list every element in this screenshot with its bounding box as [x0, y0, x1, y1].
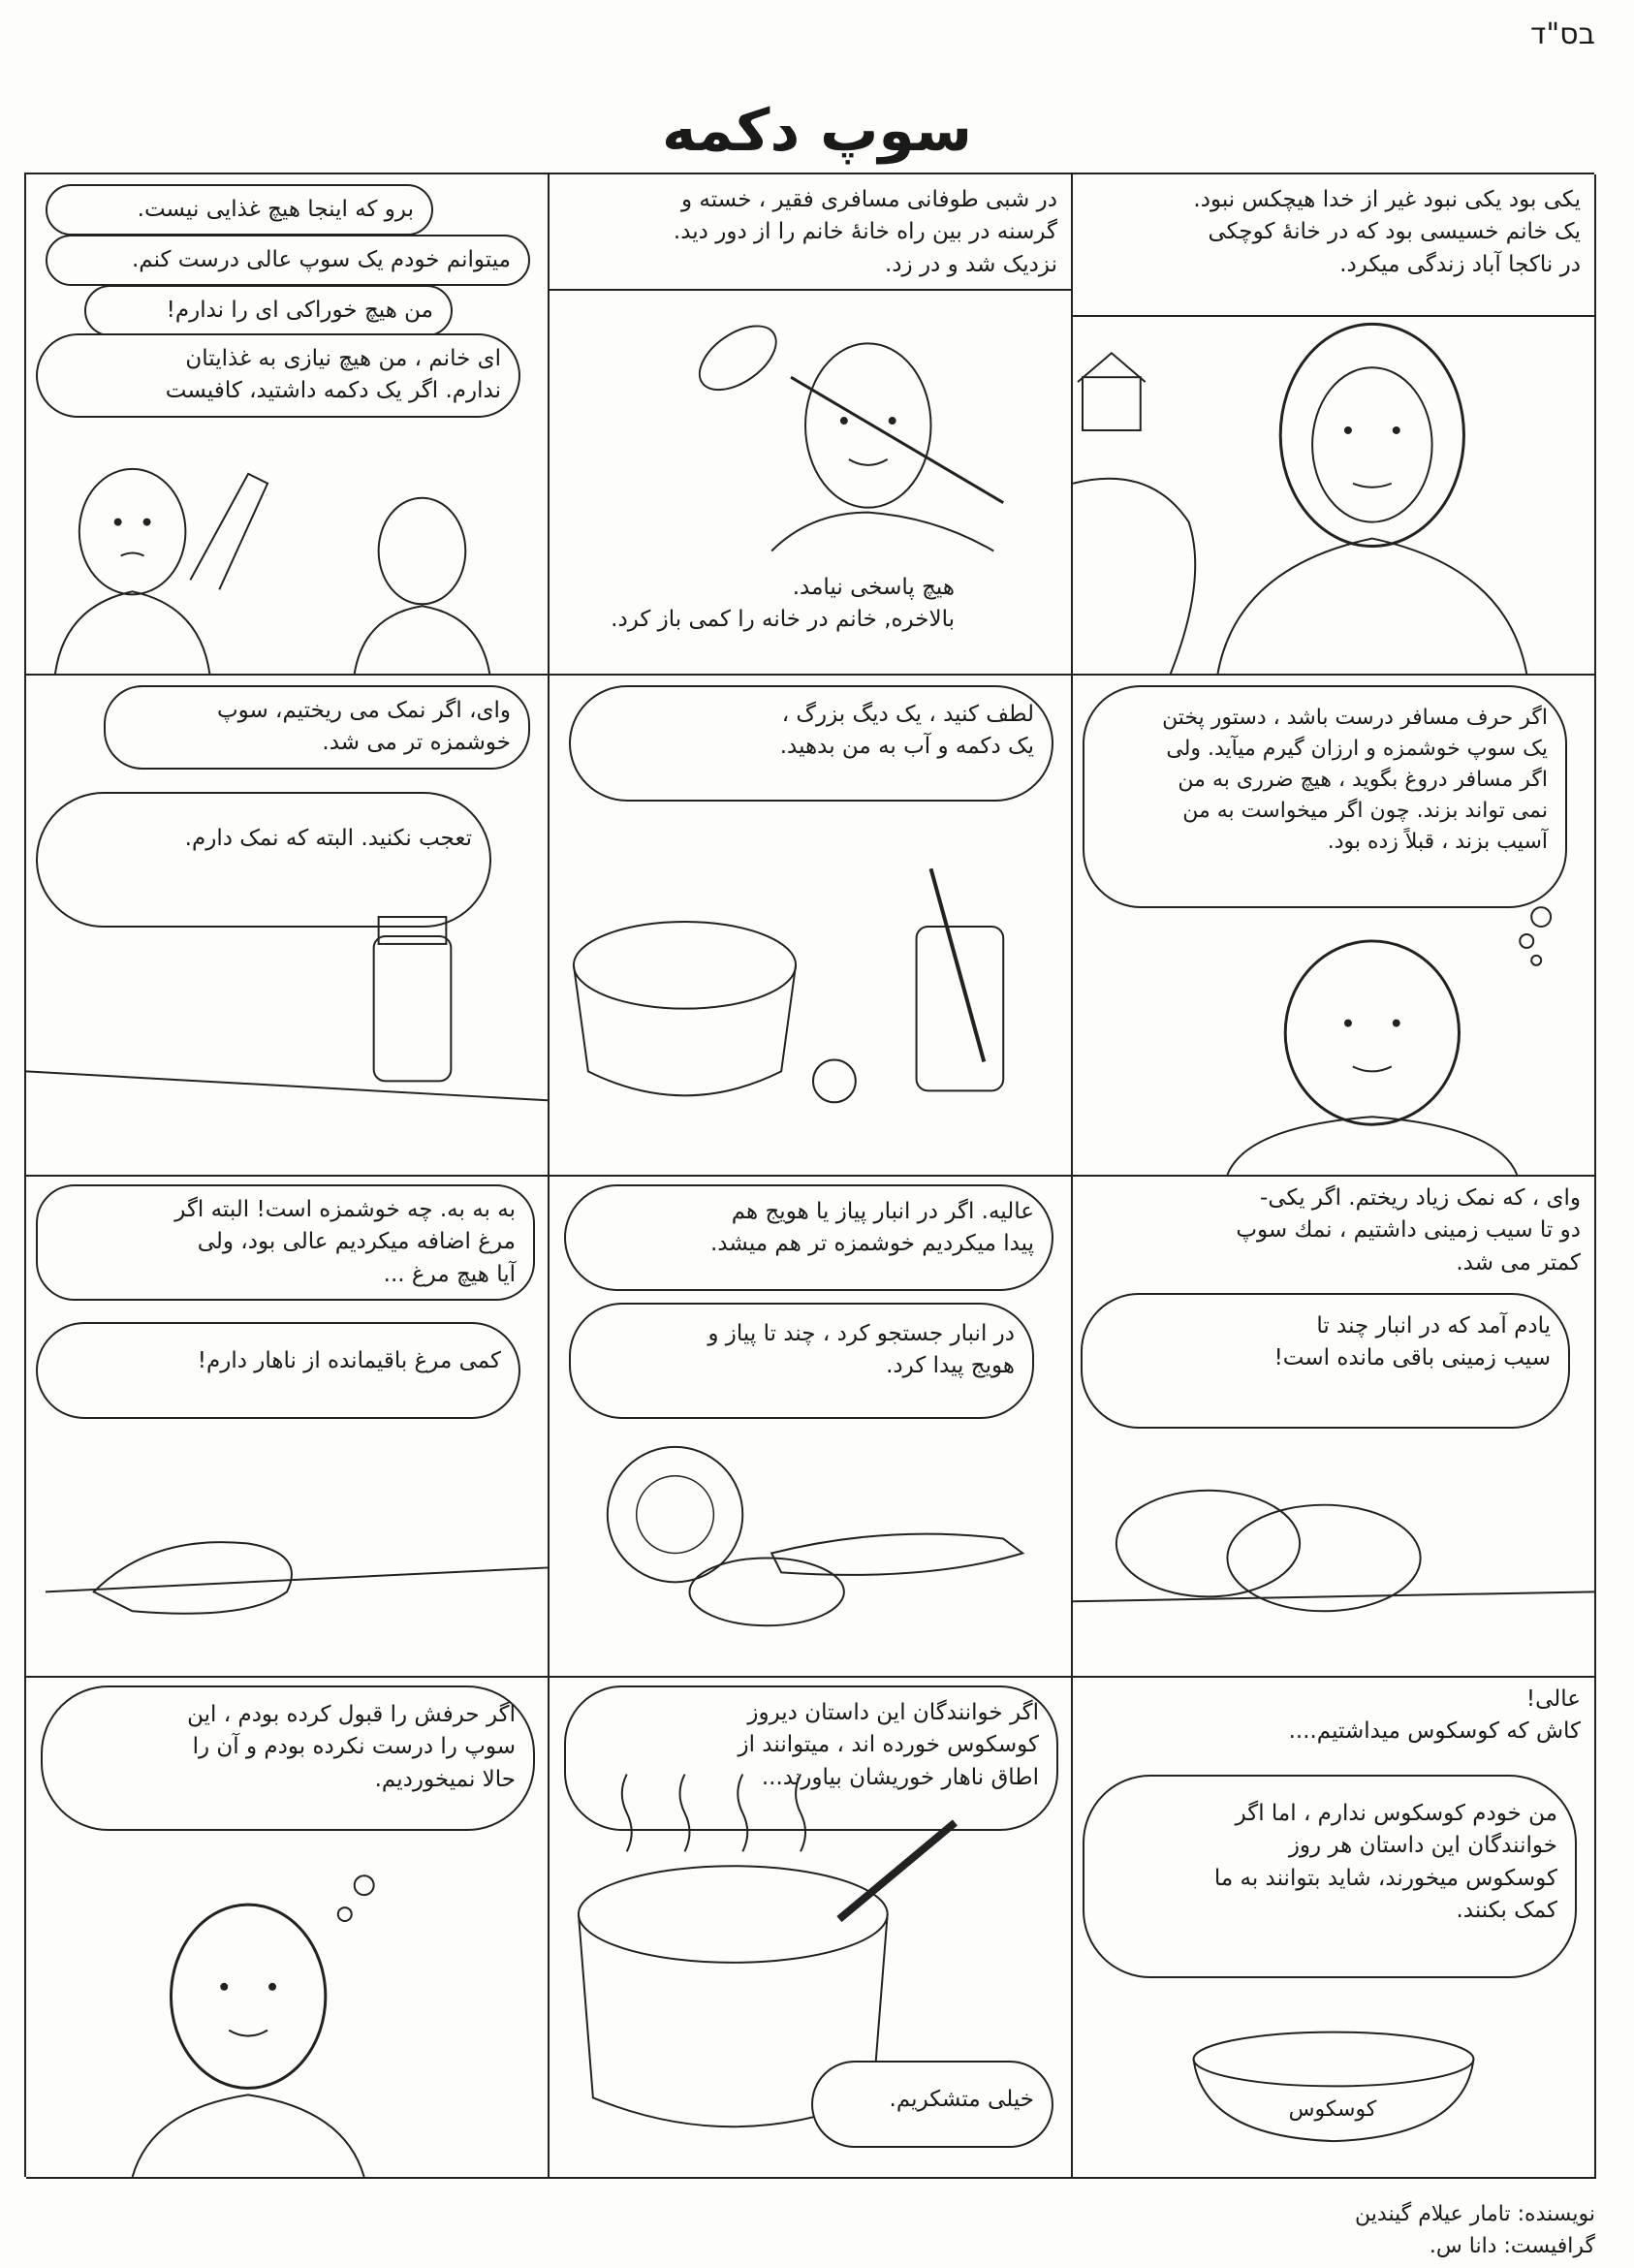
comic-grid [24, 173, 1594, 2177]
panel-12 [26, 1678, 550, 2179]
comic-title: سوپ دکمه [661, 97, 973, 165]
speech-bubble: من هیچ خوراکی ای را ندارم! [84, 285, 453, 336]
thought-bubble: اگر حرف مسافر درست باشد ، دستور پختن یک سوپ خوشمزه و ارزان گیرم میآید. ولی اگر مسافر دروغ بگوید ، هیچ ضرری به من نمی تواند بزند. چون اگر میخواست به من آسیب بزند ، قبلاً زده بود. [1083, 685, 1567, 908]
speech-bubble: خیلی متشکریم. [811, 2061, 1053, 2148]
illustrator-credit: گرافیست: دانا س. [1429, 2234, 1595, 2258]
narration-caption: عالی! کاش که کوسکوس میداشتیم.... [1288, 1686, 1581, 1745]
narration-bubble: در انبار جستجو کرد ، چند تا پیاز و هویج پیدا کرد. [569, 1303, 1034, 1419]
speech-bubble: میتوانم خودم یک سوپ عالی درست کنم. [46, 235, 530, 286]
speech-bubble: ای خانم ، من هیچ نیازی به غذایتان ندارم. اگر یک دکمه داشتید، کافیست [36, 333, 520, 418]
speech-bubble: لطف کنید ، یک دیگ بزرگ ، یک دکمه و آب به من بدهید. [569, 685, 1053, 802]
panel-1 [1073, 174, 1596, 676]
panel-7 [1073, 1177, 1596, 1678]
speech-bubble: یادم آمد که در انبار چند تا سیب زمینی باقی مانده است! [1081, 1293, 1570, 1429]
panel-11 [550, 1678, 1073, 2179]
credits [1355, 2198, 1595, 2262]
panel-6 [26, 676, 550, 1177]
panel-2 [550, 174, 1073, 676]
speech-bubble: تعجب نکنید. البته که نمک دارم. [36, 792, 491, 928]
speech-bubble: عالیه. اگر در انبار پیاز یا هویج هم پیدا میکردیم خوشمزه تر هم میشد. [564, 1184, 1053, 1291]
narration-caption: در شبی طوفانی مسافری فقیر ، خسته و گرسنه در بین راه خانهٔ خانم را از دور دید. نزدیک شد و در زد. [673, 187, 1057, 277]
narration-caption: وای ، که نمک زیاد ریختم. اگر یکی- دو تا سیب زمینی داشتیم ، نمك سوپ کمتر می شد. [1236, 1185, 1581, 1276]
panel-9 [26, 1177, 550, 1678]
narration-caption: یکی بود یکی نبود غیر از خدا هیچکس نبود. یک خانم خسیسی بود که در خانهٔ کوچکی در ناکجا آباد زندگی میکرد. [1193, 187, 1581, 277]
panel-4 [1073, 676, 1596, 1177]
panel-3 [26, 174, 550, 676]
speech-bubble: من خودم کوسکوس ندارم ، اما اگر خوانندگان این داستان هر روز کوسکوس میخورند، شاید بتوانند به ما کمک بکنند. [1083, 1775, 1577, 1978]
speech-bubble: برو که اینجا هیچ غذایی نیست. [46, 184, 433, 236]
speech-bubble: کمی مرغ باقیمانده از ناهار دارم! [36, 1322, 520, 1419]
bowl-label: کوسکوس [1288, 2097, 1377, 2122]
panel-5 [550, 676, 1073, 1177]
speech-bubble: به به به. چه خوشمزه است! البته اگر مرغ اضافه میکردیم عالی بود، ولی آیا هیچ مرغ ... [36, 1184, 535, 1301]
narration-caption: هیچ پاسخی نیامد. بالاخره, خانم در خانه را کمی باز کرد. [611, 575, 955, 633]
author-credit: نویسنده: تامار عیلام گیندین [1355, 2202, 1595, 2226]
thought-bubble: اگر حرفش را قبول کرده بودم ، این سوپ را درست نکرده بودم و آن را حالا نمیخوردیم. [41, 1685, 535, 1831]
header-mark: בס"ד [1530, 17, 1595, 51]
speech-bubble: وای، اگر نمک می ریختیم، سوپ خوشمزه تر می شد. [104, 685, 530, 770]
panel-10 [1073, 1678, 1596, 2179]
speech-bubble: اگر خوانندگان این داستان دیروز کوسکوس خورده اند ، میتوانند از اطاق ناهار خوریشان بیاورند... [564, 1685, 1058, 1831]
panel-8 [550, 1177, 1073, 1678]
